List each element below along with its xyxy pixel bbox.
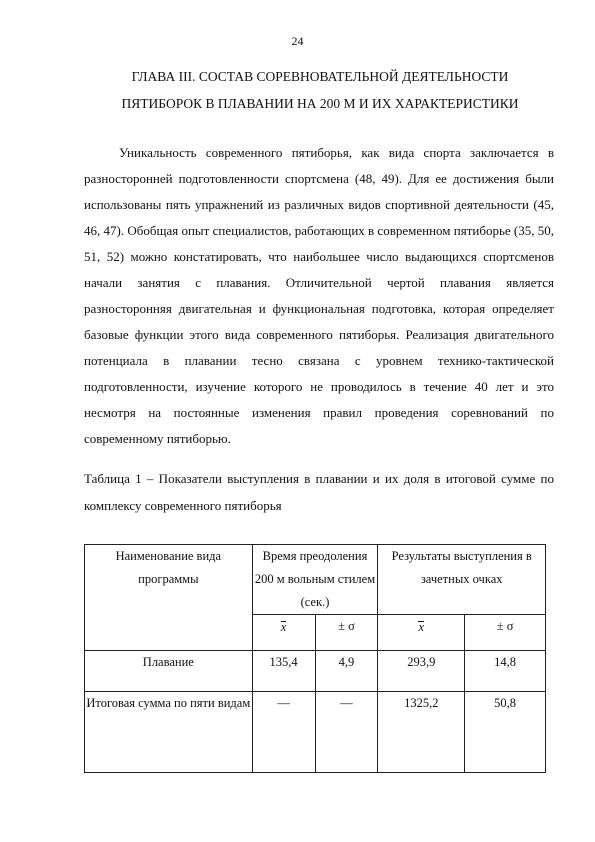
chapter-title [60, 63, 580, 117]
page-number: 24 [291, 34, 304, 48]
row-name: Итоговая сумма по пяти видам [85, 692, 253, 773]
header-program-name: Наименование вида программы [85, 545, 253, 651]
table-caption: Таблица 1 – Показатели выступления в плавании и их доля в итоговой сумме по комплексу современного пятиборья [84, 471, 554, 513]
chapter-title-line-2: ПЯТИБОРОК В ПЛАВАНИИ НА 200 М И ИХ ХАРАКТЕРИСТИКИ [121, 96, 519, 111]
row-time-mean: — [252, 692, 315, 773]
header-swim-time: Время преодоления 200 м вольным стилем (сек.) [252, 545, 378, 615]
row-points-sd: 50,8 [465, 692, 546, 773]
row-points-sd: 14,8 [465, 651, 546, 692]
subheader-time-sd: ± σ [315, 615, 378, 651]
table-header-row [85, 545, 546, 615]
table-row [85, 651, 546, 692]
subheader-points-mean [378, 615, 465, 651]
table-row [85, 692, 546, 773]
header-points: Результаты выступления в зачетных очках [378, 545, 546, 615]
mean-symbol: x [418, 615, 424, 639]
body-paragraph: Уникальность современного пятиборья, как вида спорта заключается в разносторонней подготовленности спортсмена (48, 49). Для ее достижения были использованы пять упражнений из различных видов спортивной деятельности (45, 46, 47). Обобщая опыт специалистов, работающих в современном пятиборье (35, 50, 51, 52) можно констатировать, что наибольшее число выдающихся спортсменов начали занятия с плавания. Отличительной чертой плавания является разносторонняя двигательная и функциональная подготовка, которая определяет базовые функции этого вида современного пятиборья. Реализация двигательного потенциала в плавании тесно связана с уровнем технико-тактической подготовленности, изучение которого не проводилось в течение 40 лет и это несмотря на постоянные изменения правил проведения соревнований по современному пятиборью. [84, 145, 554, 446]
chapter-title-line-1: ГЛАВА III. СОСТАВ СОРЕВНОВАТЕЛЬНОЙ ДЕЯТЕЛЬНОСТИ [131, 69, 509, 84]
subheader-points-sd: ± σ [465, 615, 546, 651]
row-points-mean: 293,9 [378, 651, 465, 692]
row-time-sd: — [315, 692, 378, 773]
row-time-mean: 135,4 [252, 651, 315, 692]
subheader-time-mean [252, 615, 315, 651]
row-points-mean: 1325,2 [378, 692, 465, 773]
results-table [84, 544, 546, 773]
mean-symbol: x [281, 615, 287, 639]
row-name: Плавание [85, 651, 253, 692]
row-time-sd: 4,9 [315, 651, 378, 692]
